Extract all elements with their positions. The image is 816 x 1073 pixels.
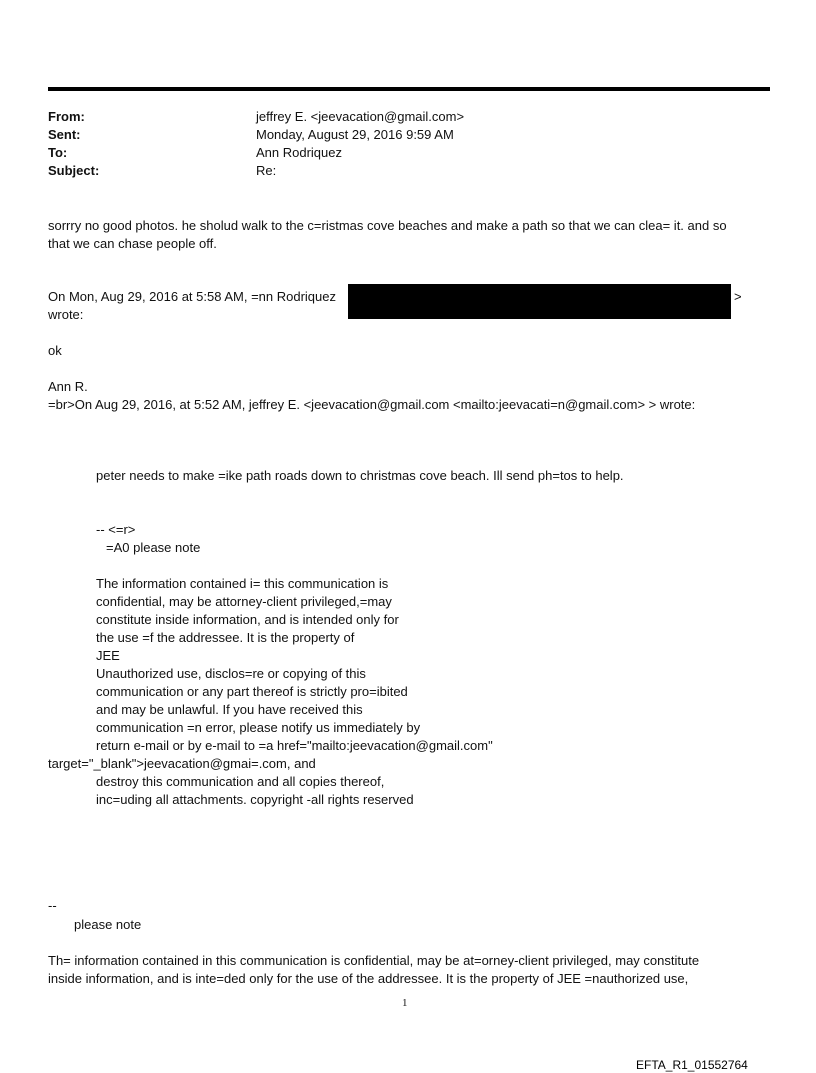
disclaimer-line: return e-mail or by e-mail to =a href="mailto:jeevacation@gmail.com" <box>96 738 493 753</box>
disclaimer-line: The information contained i= this communication is <box>96 576 389 591</box>
sent-label: Sent: <box>48 127 81 142</box>
nested-quote-intro: =br>On Aug 29, 2016, at 5:52 AM, jeffrey E. <jeevacation@gmail.com <mailto:jeevacati=n@gmail.com> > wrote: <box>48 397 696 412</box>
disclaimer-line: inc=uding all attachments. copyright -all rights reserved <box>96 792 414 807</box>
from-value: jeffrey E. <jeevacation@gmail.com> <box>256 109 465 124</box>
disclaimer-line: JEE <box>96 648 120 663</box>
bates-number: EFTA_R1_01552764 <box>636 1058 748 1072</box>
please-note: please note <box>74 917 142 932</box>
sent-value: Monday, August 29, 2016 9:59 AM <box>256 127 454 142</box>
to-value: Ann Rodriquez <box>256 145 342 160</box>
to-label: To: <box>48 145 68 160</box>
subject-label: Subject: <box>48 163 100 178</box>
quote-intro-gt: > <box>734 289 742 304</box>
disclaimer-line: and may be unlawful. If you have received this <box>96 702 363 717</box>
disclaimer-line: constitute inside information, and is intended only for <box>96 612 399 627</box>
disclaimer-line: target="_blank">jeevacation@gmai=.com, and <box>48 756 316 771</box>
subject-value: Re: <box>256 163 277 178</box>
quoted-message: peter needs to make =ike path roads down to christmas cove beach. Ill send ph=tos to help. <box>96 468 624 483</box>
disclaimer-line: destroy this communication and all copies thereof, <box>96 774 385 789</box>
from-label: From: <box>48 109 85 124</box>
disclaimer-line: Unauthorized use, disclos=re or copying of this <box>96 666 366 681</box>
disclaimer-line: communication or any part thereof is strictly pro=ibited <box>96 684 408 699</box>
quote-intro: On Mon, Aug 29, 2016 at 5:58 AM, =nn Rodriquez <box>48 289 336 304</box>
redaction-box <box>348 284 731 319</box>
header-rule <box>48 87 770 91</box>
footer-disclaimer-line: Th= information contained in this communication is confidential, may be at=orney-client privileged, may constitute <box>48 953 700 968</box>
page-number: 1 <box>402 997 408 1009</box>
quote-intro-wrote: wrote: <box>48 307 84 322</box>
disclaimer-line: confidential, may be attorney-client privileged,=may <box>96 594 392 609</box>
signature-separator: -- <=r> <box>96 522 136 537</box>
reply-ok: ok <box>48 343 62 358</box>
footer-disclaimer-line: inside information, and is inte=ded only for the use of the addressee. It is the property of JEE =nauthorized use, <box>48 971 689 986</box>
body-line: that we can chase people off. <box>48 236 217 251</box>
signature-name: Ann R. <box>48 379 88 394</box>
disclaimer-line: the use =f the addressee. It is the property of <box>96 630 355 645</box>
body-line: sorrry no good photos. he sholud walk to the c=ristmas cove beaches and make a path so that we can clea= it. and so <box>48 218 727 233</box>
signature-dashes: -- <box>48 898 57 913</box>
please-note-a0: =A0 please note <box>106 540 201 555</box>
disclaimer-line: communication =n error, please notify us immediately by <box>96 720 421 735</box>
